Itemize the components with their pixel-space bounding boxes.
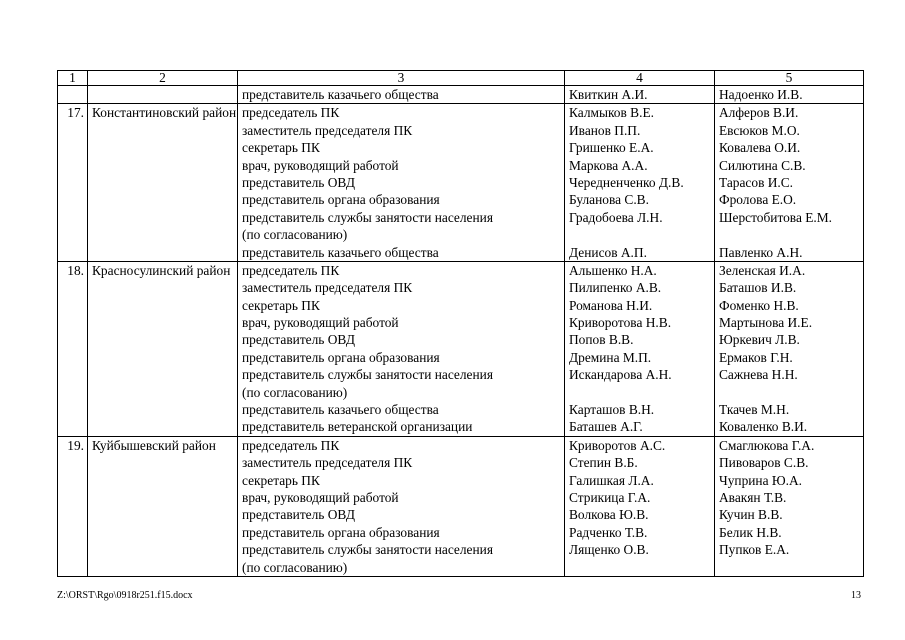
member-line: Криворотов А.С. <box>569 437 666 453</box>
header-row <box>58 71 864 86</box>
members-cell <box>565 104 715 262</box>
deputy-line: Сажнева Н.Н. <box>719 367 798 383</box>
continuation-row <box>58 86 864 104</box>
district-row <box>58 104 864 262</box>
num-cell: 19. <box>58 436 88 576</box>
deputy-line: Чуприна Ю.А. <box>719 472 803 488</box>
deputy-line: Павленко А.Н. <box>719 244 803 260</box>
header-cell: 3 <box>238 71 565 86</box>
num-cell: 17. <box>58 104 88 262</box>
deputy-line: Ткачев М.Н. <box>719 402 790 418</box>
roles-cell <box>238 104 565 262</box>
member-line: Буланова С.В. <box>569 192 649 208</box>
role-line: заместитель председателя ПК <box>242 280 413 296</box>
commission-table <box>57 70 864 577</box>
deputy-line: Зеленская И.А. <box>719 262 806 278</box>
member-line: Волкова Ю.В. <box>569 507 649 523</box>
deputy-line: Тарасов И.С. <box>719 174 794 190</box>
role-line: секретарь ПК <box>242 140 320 156</box>
role-line: представитель ОВД <box>242 507 355 523</box>
role-line: представитель службы занятости населения <box>242 542 493 558</box>
num-cell <box>58 86 88 104</box>
role-line: представитель органа образования <box>242 192 440 208</box>
deputy-line: Юркевич Л.В. <box>719 332 800 348</box>
role-line: врач, руководящий работой <box>242 157 399 173</box>
member-line: Попов В.В. <box>569 332 634 348</box>
member-line: Радченко Т.В. <box>569 524 648 540</box>
district-row <box>58 261 864 436</box>
role-line: секретарь ПК <box>242 297 320 313</box>
role-line: представитель органа образования <box>242 524 440 540</box>
deputy-line: Пивоваров С.В. <box>719 455 809 471</box>
deputy-line <box>719 384 863 401</box>
role-line: секретарь ПК <box>242 472 320 488</box>
member-line: Гришенко Е.А. <box>569 140 654 156</box>
role-line: врач, руководящий работой <box>242 315 399 331</box>
deputy-line: Ковалева О.И. <box>719 140 801 156</box>
deputy-cell: Надоенко И.В. <box>715 86 864 104</box>
member-line: Денисов А.П. <box>569 244 647 260</box>
deputies-cell <box>715 261 864 436</box>
header-cell: 5 <box>715 71 864 86</box>
header-cell: 1 <box>58 71 88 86</box>
deputy-line: Фролова Е.О. <box>719 192 797 208</box>
role-line: представитель казачьего общества <box>242 402 439 418</box>
member-line: Карташов В.Н. <box>569 402 655 418</box>
district-cell <box>88 86 238 104</box>
roles-cell <box>238 436 565 576</box>
deputies-cell <box>715 104 864 262</box>
member-line <box>569 559 714 576</box>
member-cell: Квиткин А.И. <box>565 86 715 104</box>
deputies-cell <box>715 436 864 576</box>
page-number: 13 <box>851 590 861 601</box>
member-line: Романова Н.И. <box>569 297 653 313</box>
deputy-line: Евсюков М.О. <box>719 122 800 138</box>
deputy-line: Смаглюкова Г.А. <box>719 437 815 453</box>
member-line: Дремина М.П. <box>569 349 652 365</box>
role-line: представитель казачьего общества <box>242 244 439 260</box>
member-line: Баташев А.Г. <box>569 419 643 435</box>
file-path: Z:\ORST\Rgo\0918r251.f15.docx <box>57 590 193 601</box>
deputy-line: Ермаков Г.Н. <box>719 349 793 365</box>
member-line: Маркова А.А. <box>569 157 648 173</box>
role-line: председатель ПК <box>242 262 340 278</box>
role-line: (по согласованию) <box>242 227 348 243</box>
role-line: представитель службы занятости населения <box>242 209 493 225</box>
role-line: представитель ОВД <box>242 332 355 348</box>
member-line: Лященко О.В. <box>569 542 649 558</box>
deputy-line: Мартынова И.Е. <box>719 315 813 331</box>
member-line: Калмыков В.Е. <box>569 105 654 121</box>
role-cell: представитель казачьего общества <box>238 86 565 104</box>
role-line: председатель ПК <box>242 105 340 121</box>
district-cell: Красносулинский район <box>88 261 238 436</box>
role-line: представитель службы занятости населения <box>242 367 493 383</box>
district-cell: Куйбышевский район <box>88 436 238 576</box>
deputy-line: Кучин В.В. <box>719 507 783 523</box>
member-line: Галишкая Л.А. <box>569 472 654 488</box>
member-line: Альшенко Н.А. <box>569 262 657 278</box>
role-line: врач, руководящий работой <box>242 490 399 505</box>
member-line <box>569 384 714 401</box>
num-cell: 18. <box>58 261 88 436</box>
roles-cell <box>238 261 565 436</box>
header-cell: 2 <box>88 71 238 86</box>
deputy-line: Силютина С.В. <box>719 157 806 173</box>
members-cell <box>565 261 715 436</box>
district-cell: Константиновский район <box>88 104 238 262</box>
deputy-line <box>719 226 863 243</box>
deputy-line: Алферов В.И. <box>719 105 799 121</box>
member-line: Степин В.Б. <box>569 455 638 471</box>
district-row <box>58 436 864 576</box>
role-line: заместитель председателя ПК <box>242 455 413 471</box>
role-line: заместитель председателя ПК <box>242 122 413 138</box>
deputy-line <box>719 559 863 576</box>
member-line <box>569 226 714 243</box>
deputy-line: Коваленко В.И. <box>719 419 808 435</box>
deputy-line: Баташов И.В. <box>719 280 797 296</box>
role-line: представитель ветеранской организации <box>242 419 473 435</box>
member-line: Иванов П.П. <box>569 122 641 138</box>
member-line: Пилипенко А.В. <box>569 280 662 296</box>
role-line: (по согласованию) <box>242 559 348 575</box>
deputy-line: Белик Н.В. <box>719 524 782 540</box>
role-line: председатель ПК <box>242 437 340 453</box>
deputy-line: Шерстобитова Е.М. <box>719 209 833 225</box>
member-line: Искандарова А.Н. <box>569 367 672 383</box>
deputy-line: Авакян Т.В. <box>719 490 787 505</box>
header-cell: 4 <box>565 71 715 86</box>
deputy-line: Фоменко Н.В. <box>719 297 799 313</box>
member-line: Чередненченко Д.В. <box>569 174 684 190</box>
role-line: представитель ОВД <box>242 174 355 190</box>
role-line: представитель органа образования <box>242 349 440 365</box>
role-line: (по согласованию) <box>242 384 348 400</box>
deputy-line: Пупков Е.А. <box>719 542 790 558</box>
member-line: Криворотова Н.В. <box>569 315 672 331</box>
member-line: Градобоева Л.Н. <box>569 209 663 225</box>
members-cell <box>565 436 715 576</box>
member-line: Стрикица Г.А. <box>569 490 651 505</box>
